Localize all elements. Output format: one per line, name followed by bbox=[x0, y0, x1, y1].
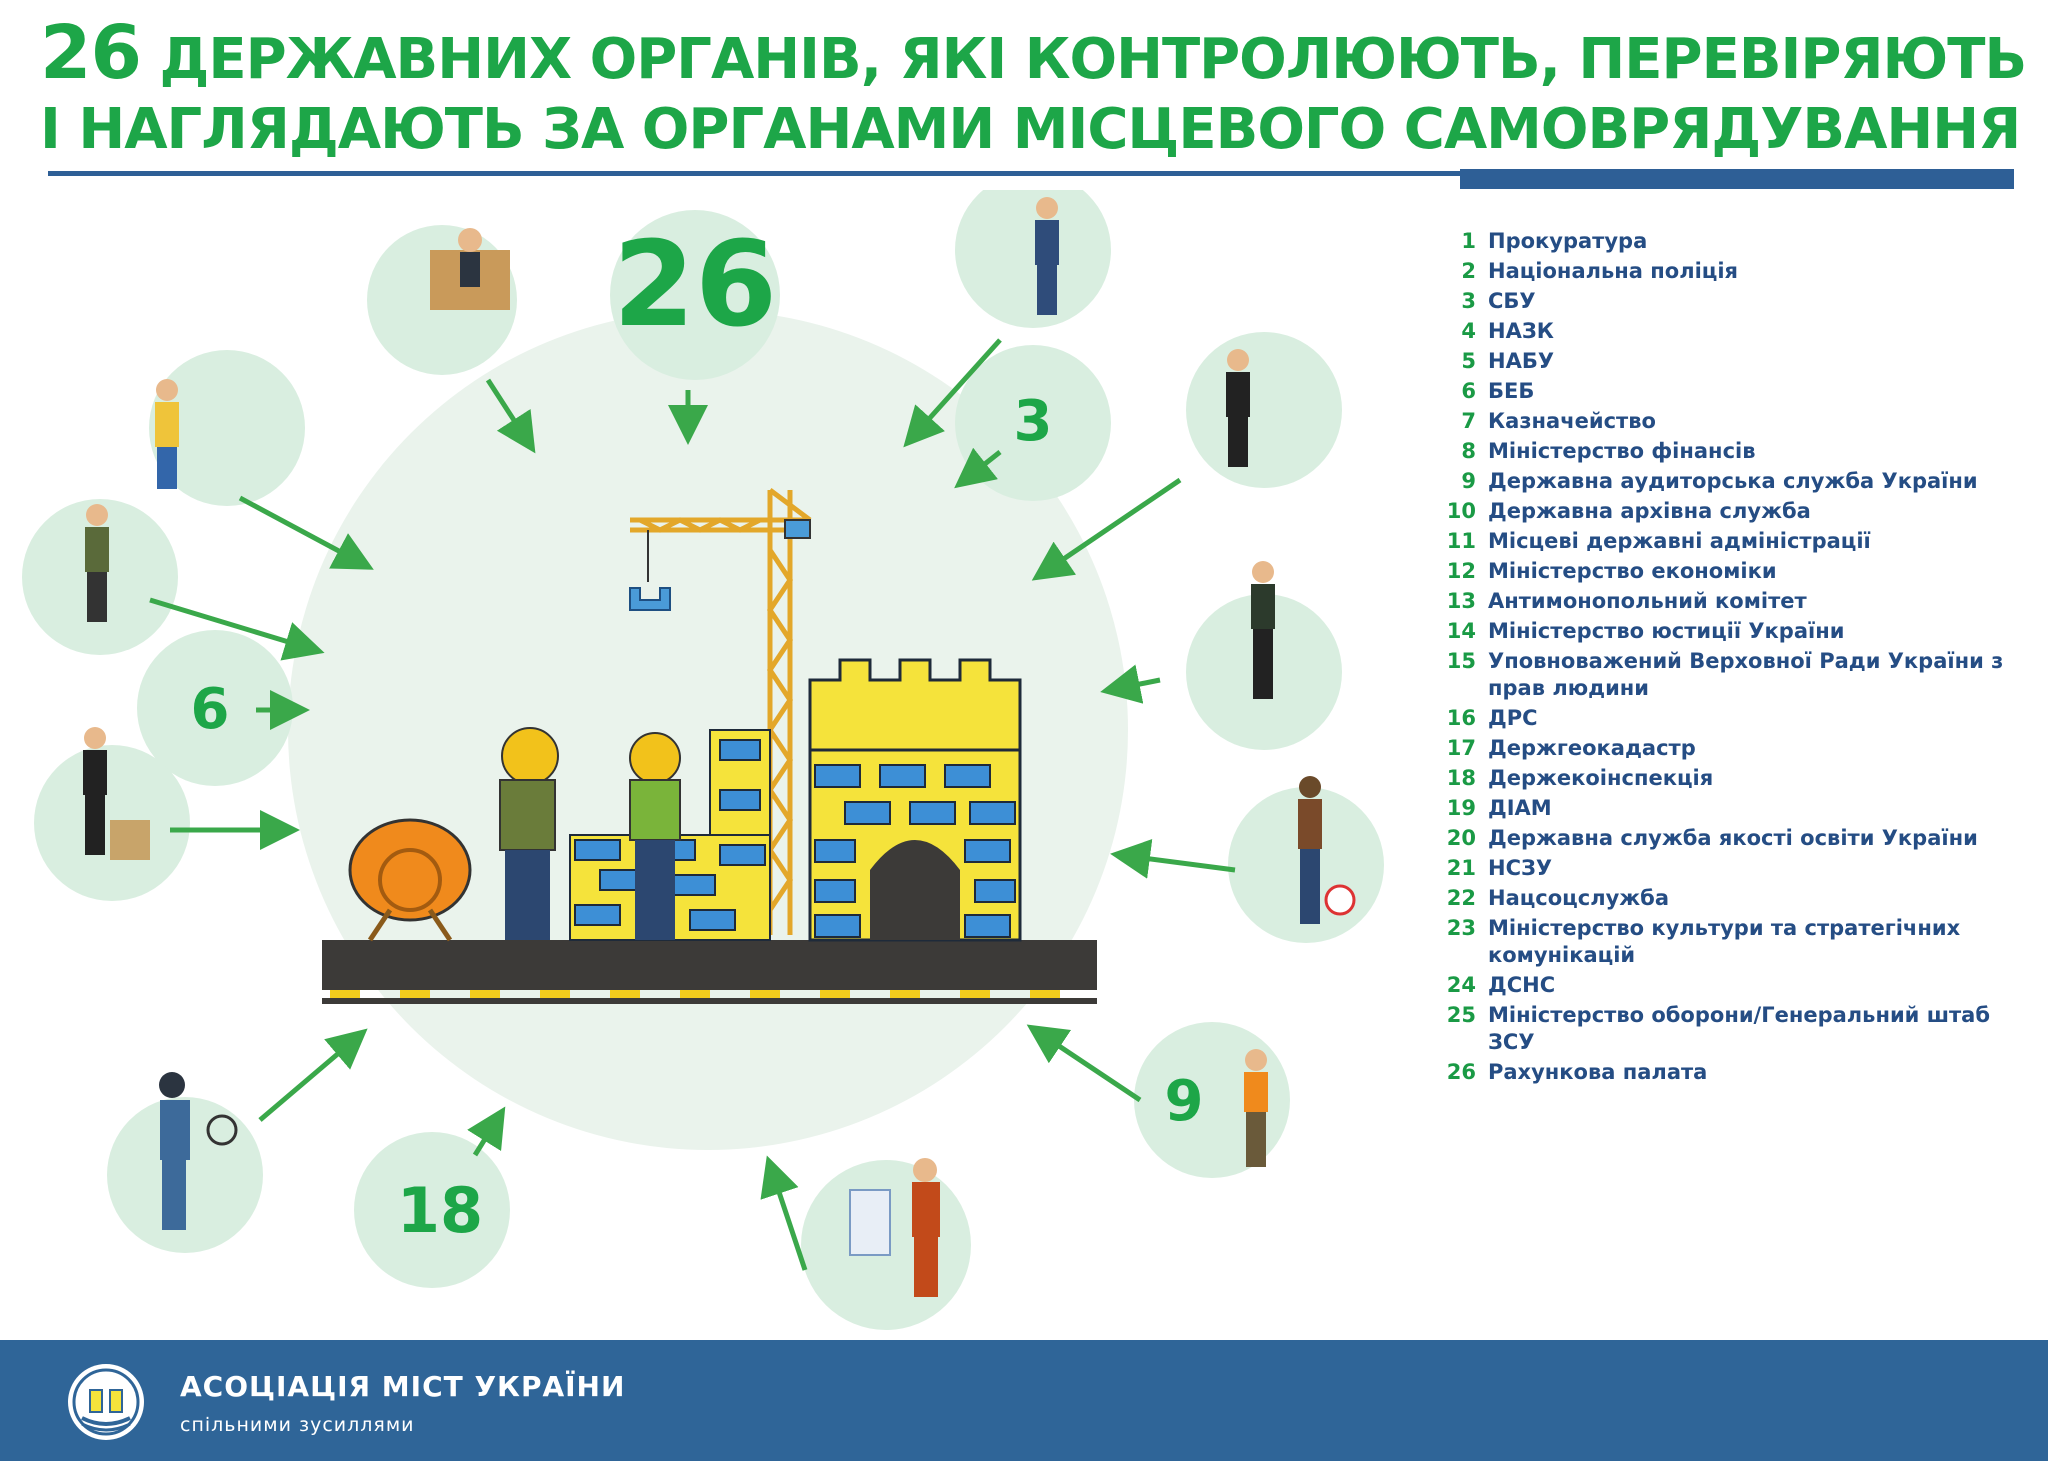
legend-item bbox=[1440, 705, 2040, 732]
legend-item-label: Казначейство bbox=[1488, 409, 1656, 433]
footer bbox=[0, 1340, 2048, 1461]
legend-item-number: 18 bbox=[1446, 766, 1476, 790]
legend-item-label: НСЗУ bbox=[1488, 856, 1553, 880]
legend-item-number: 26 bbox=[1446, 1060, 1476, 1084]
legend-item-number: 16 bbox=[1446, 706, 1476, 730]
count-18: 18 bbox=[396, 1174, 484, 1247]
legend-item bbox=[1440, 378, 2040, 405]
castle-icon bbox=[810, 660, 1020, 940]
legend-item-number: 7 bbox=[1461, 409, 1476, 433]
count-9: 9 bbox=[1164, 1069, 1204, 1134]
page-title bbox=[40, 10, 2027, 165]
legend-item-label: Міністерство економіки bbox=[1488, 559, 1777, 583]
person-icon bbox=[155, 379, 179, 489]
legend-item bbox=[1440, 795, 2040, 822]
legend-item-number: 22 bbox=[1446, 886, 1476, 910]
title-number: 26 bbox=[40, 10, 141, 96]
legend-item-label: НАБУ bbox=[1488, 349, 1555, 373]
legend-item-label: БЕБ bbox=[1488, 379, 1535, 403]
legend-item-number: 5 bbox=[1461, 349, 1476, 373]
person-icon bbox=[1244, 1049, 1268, 1167]
legend-item-number: 20 bbox=[1446, 826, 1476, 850]
legend-list bbox=[1440, 228, 2040, 1089]
legend-item bbox=[1440, 558, 2040, 585]
circle-police bbox=[955, 190, 1111, 328]
legend-item-label: НАЗК bbox=[1488, 319, 1554, 343]
legend-item-label: Державна архівна служба bbox=[1488, 499, 1811, 523]
legend-item bbox=[1440, 972, 2040, 999]
legend-item-label: Державна служба якості освіти України bbox=[1488, 826, 1978, 850]
ground bbox=[322, 940, 1097, 990]
legend-item-label: ДРС bbox=[1488, 706, 1538, 730]
legend-item-label: Міністерство культури та стратегічних комунікацій bbox=[1488, 916, 1961, 967]
legend-item-label: Держгеокадастр bbox=[1488, 736, 1696, 760]
legend-item-label: Міністерство фінансів bbox=[1488, 439, 1756, 463]
big-count-26: 26 bbox=[612, 215, 778, 353]
legend-item-label: Місцеві державні адміністрації bbox=[1488, 529, 1871, 553]
legend-item-label: Уповноважений Верховної Ради України з прав людини bbox=[1488, 649, 2004, 700]
legend-item-label: Держекоінспекція bbox=[1488, 766, 1714, 790]
legend-item-number: 19 bbox=[1446, 796, 1476, 820]
legend-item bbox=[1440, 408, 2040, 435]
legend-item bbox=[1440, 885, 2040, 912]
legend-item-number: 4 bbox=[1461, 319, 1476, 343]
legend-item-number: 6 bbox=[1461, 379, 1476, 403]
legend-item bbox=[1440, 318, 2040, 345]
illustration-canvas bbox=[0, 190, 1440, 1330]
legend-item-label: Національна поліція bbox=[1488, 259, 1739, 283]
legend-item bbox=[1440, 855, 2040, 882]
legend-item bbox=[1440, 648, 2040, 702]
legend-item bbox=[1440, 765, 2040, 792]
org-name: АСОЦІАЦІЯ МІСТ УКРАЇНИ bbox=[180, 1370, 626, 1403]
person-icon bbox=[1035, 197, 1059, 315]
legend-item bbox=[1440, 735, 2040, 762]
legend-item-label: Рахункова палата bbox=[1488, 1060, 1708, 1084]
org-slogan: спільними зусиллями bbox=[180, 1414, 415, 1436]
legend-item-number: 13 bbox=[1446, 589, 1476, 613]
legend-item bbox=[1440, 348, 2040, 375]
legend-item bbox=[1440, 915, 2040, 969]
legend-item-number: 21 bbox=[1446, 856, 1476, 880]
count-3: 3 bbox=[1013, 389, 1053, 454]
legend-item-label: Нацсоцслужба bbox=[1488, 886, 1670, 910]
legend-item bbox=[1440, 1002, 2040, 1056]
legend-item-label: Прокуратура bbox=[1488, 229, 1648, 253]
legend-item-number: 3 bbox=[1461, 289, 1476, 313]
worker-icon bbox=[500, 728, 558, 940]
legend-item-number: 1 bbox=[1461, 229, 1476, 253]
legend-item bbox=[1440, 468, 2040, 495]
legend-item-label: ДІАМ bbox=[1488, 796, 1552, 820]
legend-item bbox=[1440, 1059, 2040, 1086]
title-line-1 bbox=[40, 10, 2027, 96]
legend-item-label: Державна аудиторська служба України bbox=[1488, 469, 1978, 493]
count-6: 6 bbox=[190, 677, 230, 742]
circle-official bbox=[1186, 332, 1342, 488]
legend-item-number: 8 bbox=[1461, 439, 1476, 463]
legend-item bbox=[1440, 588, 2040, 615]
worker-icon bbox=[630, 733, 680, 940]
person-icon bbox=[1226, 349, 1250, 467]
legend-item-label: Антимонопольний комітет bbox=[1488, 589, 1807, 613]
legend-item bbox=[1440, 618, 2040, 645]
legend-item-label: ДСНС bbox=[1488, 973, 1556, 997]
legend-item bbox=[1440, 498, 2040, 525]
legend-item-number: 25 bbox=[1446, 1003, 1476, 1027]
legend-item-number: 12 bbox=[1446, 559, 1476, 583]
legend-item bbox=[1440, 825, 2040, 852]
legend-item-number: 23 bbox=[1446, 916, 1476, 940]
legend-item bbox=[1440, 288, 2040, 315]
legend-item-number: 24 bbox=[1446, 973, 1476, 997]
person-icon bbox=[85, 504, 109, 622]
title-line-1-text: ДЕРЖАВНИХ ОРГАНІВ, ЯКІ КОНТРОЛЮЮТЬ, ПЕРЕВІРЯЮТЬ bbox=[159, 27, 2027, 92]
title-divider-accent bbox=[1460, 169, 2014, 189]
logo-icon bbox=[64, 1360, 148, 1448]
legend-item-label: Міністерство юстиції України bbox=[1488, 619, 1845, 643]
legend-item-number: 9 bbox=[1461, 469, 1476, 493]
legend-item-label: Міністерство оборони/Генеральний штаб ЗСУ bbox=[1488, 1003, 1991, 1054]
legend-item-number: 15 bbox=[1446, 649, 1476, 673]
legend-item-number: 11 bbox=[1446, 529, 1476, 553]
legend-item bbox=[1440, 528, 2040, 555]
legend-item-number: 14 bbox=[1446, 619, 1476, 643]
person-icon bbox=[1251, 561, 1275, 699]
illustration bbox=[0, 190, 1440, 1330]
legend-item-number: 10 bbox=[1446, 499, 1476, 523]
legend-item-number: 2 bbox=[1461, 259, 1476, 283]
legend-item bbox=[1440, 228, 2040, 255]
legend-item-number: 17 bbox=[1446, 736, 1476, 760]
legend-item bbox=[1440, 438, 2040, 465]
legend-item bbox=[1440, 258, 2040, 285]
legend-item-label: СБУ bbox=[1488, 289, 1536, 313]
title-line-2: І НАГЛЯДАЮТЬ ЗА ОРГАНАМИ МІСЦЕВОГО САМОВРЯДУВАННЯ bbox=[40, 97, 2021, 162]
